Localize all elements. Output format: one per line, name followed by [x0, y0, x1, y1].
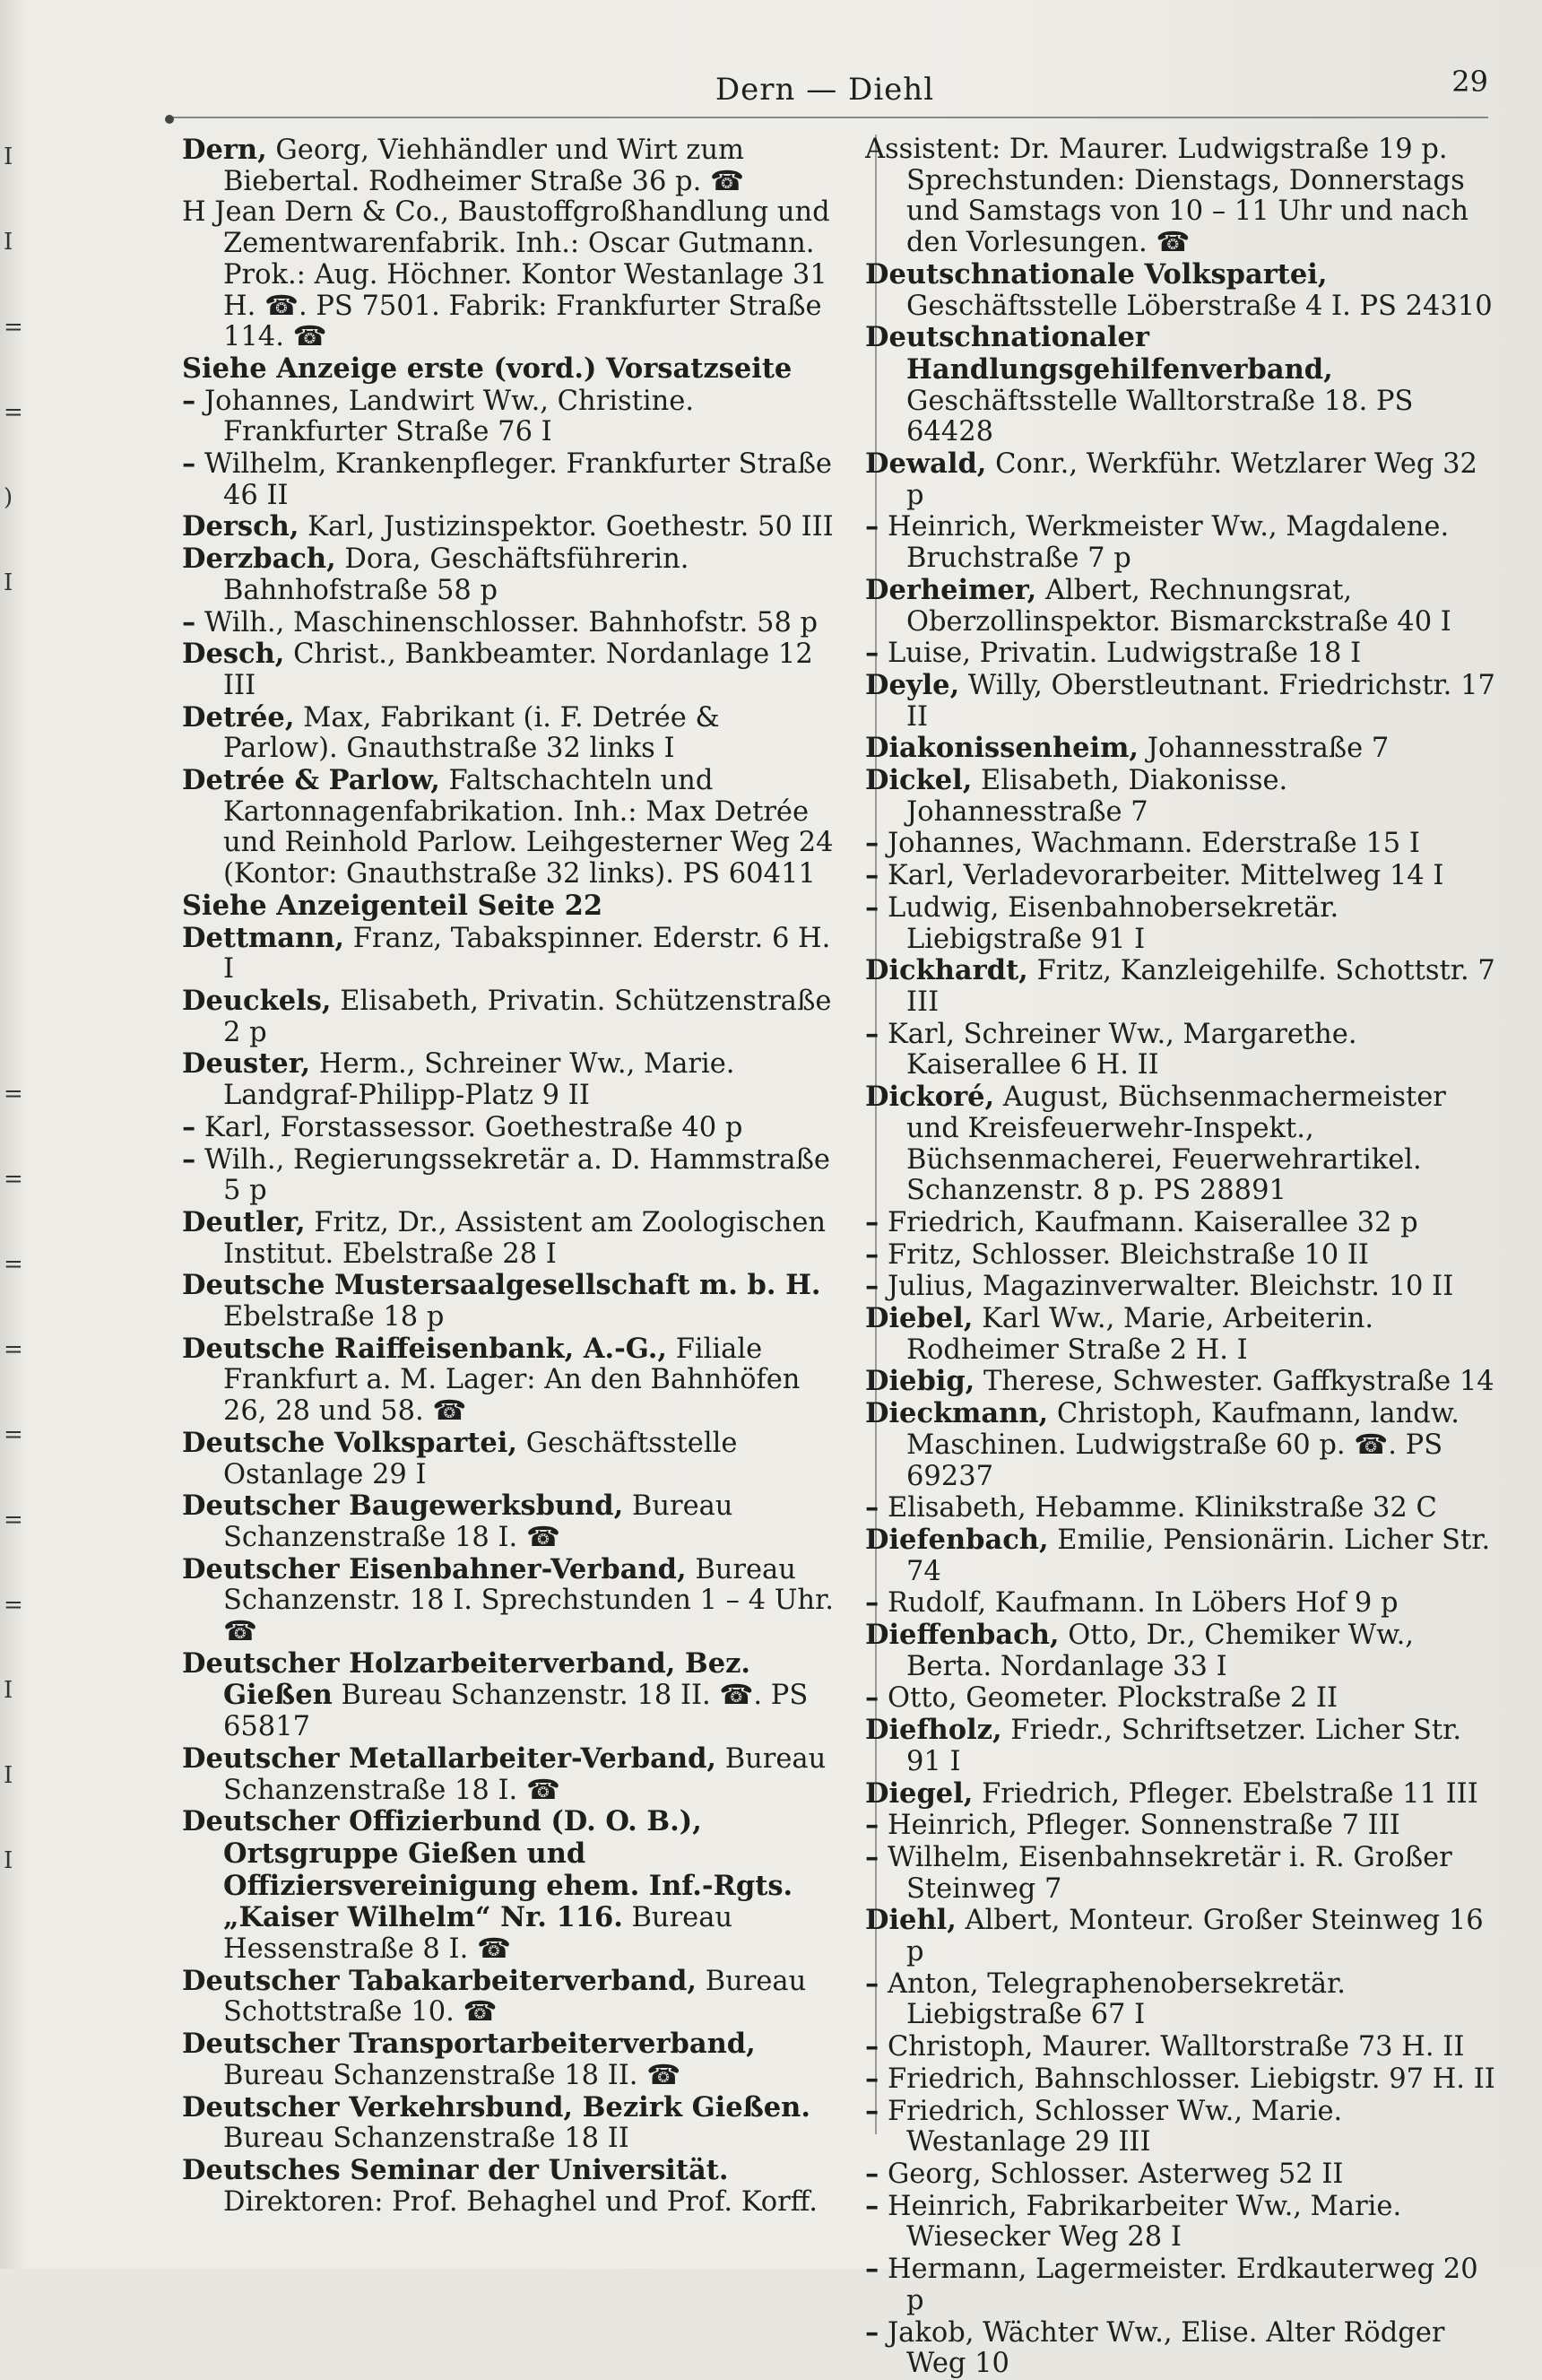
entry-details: Heinrich, Fabrikarbeiter Ww., Marie. Wiesecker Weg 28 I [879, 2190, 1402, 2254]
edge-mark: ) [4, 484, 13, 511]
entry-name: Deutscher Tabakarbeiterverband, [182, 1964, 697, 1997]
entry-name: – [182, 605, 196, 638]
entry-name: Derheimer, [865, 573, 1037, 606]
entry-details: Ebelstraße 18 p [223, 1301, 445, 1333]
entry-details: Friedrich, Schlosser Ww., Marie. Westanlage 29 III [879, 2095, 1343, 2159]
entry-name: – [865, 1809, 879, 1842]
directory-entry [182, 1966, 836, 2028]
entry-details: Wilhelm, Krankenpfleger. Frankfurter Straße 46 II [195, 448, 832, 511]
entry-details: Albert, Monteur. Großer Steinweg 16 p [906, 1905, 1484, 1968]
directory-entry [865, 2063, 1502, 2096]
entry-name: – [182, 1110, 196, 1143]
entry-details: Bureau Schanzenstraße 18 II. ☎ [223, 2059, 681, 2091]
entry-details: Johannes, Landwirt Ww., Christine. Frankfurter Straße 76 I [195, 385, 695, 448]
directory-entry [865, 1239, 1502, 1272]
entry-name: – [865, 2189, 879, 2222]
directory-entry [865, 1492, 1502, 1524]
directory-entry [865, 1715, 1502, 1777]
directory-entry [182, 1490, 836, 1553]
entry-details: Herm., Schreiner Ww., Marie. Landgraf-Philipp-Platz 9 II [223, 1048, 735, 1112]
entry-details: August, Büchsenmachermeister und Kreisfeuerwehr-Inspekt., Büchsenmacherei, Feuerwehrartikel. Schanzenstr. 8 p. PS 28891 [906, 1081, 1446, 1207]
directory-entry [865, 1968, 1502, 2031]
edge-mark: = [4, 1421, 23, 1448]
entry-details: Friedrich, Pfleger. Ebelstraße 11 III [973, 1777, 1478, 1810]
entry-name: – [865, 2062, 879, 2095]
edge-mark: = [4, 1251, 23, 1278]
entry-name: Diefenbach, [865, 1523, 1049, 1556]
entry-details: H Jean Dern & Co., Baustoffgroßhandlung und Zementwarenfabrik. Inh.: Oscar Gutmann. Prok.: Aug. Höchner. Kontor Westanlage 31 H. ☎. PS 7501. Fabrik: Frankfurter Straße 114. ☎ [182, 196, 830, 353]
directory-entry [182, 543, 836, 606]
directory-entry [865, 1398, 1502, 1492]
directory-entry [865, 638, 1502, 670]
entry-name: Dickhardt, [865, 954, 1028, 987]
entry-name: Diehl, [865, 1904, 957, 1937]
entry-name: Detrée & Parlow, [182, 764, 440, 797]
entry-name: Deutschnationale Volkspartei, [865, 257, 1328, 291]
entry-details: Karl Ww., Marie, Arbeiterin. Rodheimer Straße 2 H. I [906, 1303, 1374, 1366]
entry-details: Dora, Geschäftsführerin. Bahnhofstraße 58 p [223, 543, 689, 606]
edge-mark: I [4, 569, 13, 596]
entry-details: Albert, Rechnungsrat, Oberzollinspektor. Bismarckstraße 40 I [906, 574, 1451, 638]
entry-name: – [865, 1270, 879, 1303]
header-rule [170, 117, 1488, 118]
entry-details: Bureau Schanzenstr. 18 I. Sprechstunden 1 – 4 Uhr. ☎ [223, 1553, 834, 1648]
edge-mark: = [4, 1081, 23, 1107]
edge-mark [0, 995, 20, 1081]
directory-entry [182, 890, 836, 923]
directory-entry [182, 986, 836, 1048]
entry-details: Elisabeth, Diakonisse. Johannesstraße 7 [906, 765, 1288, 828]
entry-details: Bureau Schottstraße 10. ☎ [223, 1965, 807, 2028]
entry-name: Dickoré, [865, 1081, 995, 1114]
entry-details: Heinrich, Pfleger. Sonnenstraße 7 III [879, 1810, 1400, 1842]
entry-name: Deuckels, [182, 984, 332, 1017]
entry-name: – [865, 1681, 879, 1715]
entry-name: – [865, 1491, 879, 1524]
entry-details: Karl, Justizinspektor. Goethestr. 50 III [299, 511, 834, 543]
edge-mark [0, 910, 20, 995]
entry-name: – [865, 1017, 879, 1050]
entry-name: – [865, 510, 879, 543]
directory-entry [865, 511, 1502, 574]
entry-details: Bureau Schanzenstraße 18 II [223, 2123, 629, 2155]
entry-name: Deutsche Mustersaalgesellschaft m. b. H. [182, 1269, 821, 1302]
edge-mark: I [4, 229, 13, 256]
directory-entry [865, 1587, 1502, 1620]
entry-name: – [865, 859, 879, 892]
entry-name: – [865, 2253, 879, 2286]
entry-details: Friedrich, Kaufmann. Kaiserallee 32 p [879, 1206, 1418, 1238]
entry-name: – [865, 1205, 879, 1238]
entry-name: Diefholz, [865, 1714, 1002, 1747]
directory-entry [182, 607, 836, 639]
entry-name: Deuster, [182, 1047, 311, 1081]
bullet-mark [165, 115, 174, 124]
entry-name: Deyle, [865, 668, 960, 701]
entry-name: – [865, 2315, 879, 2349]
directory-entry [865, 575, 1502, 638]
directory-entry [865, 1905, 1502, 1967]
entry-name: Deutscher Verkehrsbund, Bezirk Gießen. [182, 2090, 810, 2124]
entry-name: Deutscher Metallarbeiter-Verband, [182, 1742, 717, 1775]
entry-details: Elisabeth, Privatin. Schützenstraße 2 p [223, 985, 832, 1048]
entry-details: Bureau Schanzenstraße 18 I. ☎ [223, 1490, 733, 1553]
directory-entry [865, 1207, 1502, 1239]
directory-entry [182, 1806, 836, 1966]
right-column [865, 135, 1502, 2380]
directory-entry [182, 638, 836, 701]
entry-name: Dickel, [865, 764, 973, 797]
entry-name: Derzbach, [182, 543, 336, 576]
entry-name: – [865, 890, 879, 924]
entry-name: – [865, 2030, 879, 2063]
entry-details: Rudolf, Kaufmann. In Löbers Hof 9 p [879, 1587, 1399, 1620]
entry-details: Wilhelm, Eisenbahnsekretär i. R. Großer Steinweg 7 [879, 1841, 1452, 1905]
entry-name: Siehe Anzeige erste (vord.) Vorsatzseite [182, 352, 793, 385]
entry-details: Franz, Tabakspinner. Ederstr. 6 H. I [223, 922, 831, 986]
edge-mark [0, 825, 20, 910]
directory-entry [182, 1428, 836, 1490]
directory-entry [865, 1842, 1502, 1905]
entry-name: – [865, 1238, 879, 1271]
entry-details: Georg, Viehhändler und Wirt zum Biebertal. Rodheimer Straße 36 p. ☎ [223, 135, 744, 197]
directory-entry [182, 702, 836, 765]
directory-entry [865, 448, 1502, 511]
entry-details: Geschäftsstelle Walltorstraße 18. PS 64428 [906, 385, 1414, 448]
directory-entry [865, 1682, 1502, 1715]
entry-name: Deutler, [182, 1205, 306, 1238]
entry-details: Direktoren: Prof. Behaghel und Prof. Korff. [223, 2185, 818, 2218]
entry-name: Siehe Anzeigenteil Seite 22 [182, 889, 603, 922]
entry-details: Therese, Schwester. Gaffkystraße 14 [975, 1366, 1494, 1398]
entry-name: Diebig, [865, 1365, 975, 1398]
page-title: Dern — Diehl [715, 72, 935, 108]
edge-mark: = [4, 399, 23, 426]
entry-details: Karl, Forstassessor. Goethestraße 40 p [195, 1111, 743, 1143]
entry-name: – [182, 384, 196, 417]
entry-name: Dern, [182, 134, 267, 166]
directory-entry [865, 1081, 1502, 1207]
edge-mark: = [4, 1507, 23, 1533]
directory-entry [182, 135, 836, 197]
directory-entry [865, 1019, 1502, 1081]
entry-details: Johannes, Wachmann. Ederstraße 15 I [879, 828, 1420, 860]
entry-name: – [865, 2158, 879, 2190]
entry-name: Deutsches Seminar der Universität. [182, 2154, 729, 2186]
entry-name: Desch, [182, 638, 285, 671]
edge-mark: = [4, 1592, 23, 1619]
directory-entry [182, 923, 836, 986]
entry-name: Deutscher Holzarbeiterverband, Bez. Gießen [182, 1646, 751, 1712]
left-edge-marks [0, 143, 23, 1933]
entry-details: Ludwig, Eisenbahnobersekretär. Liebigstraße 91 I [879, 891, 1339, 955]
directory-entry [865, 2191, 1502, 2254]
left-column [182, 135, 836, 2218]
directory-entry [182, 1333, 836, 1428]
entry-details: Assistent: Dr. Maurer. Ludwigstraße 19 p. Sprechstunden: Dienstags, Donnerstags und Samstags von 10 – 11 Uhr und nach den Vorlesungen. ☎ [865, 134, 1469, 259]
entry-details: Bureau Hessenstraße 8 I. ☎ [223, 1902, 733, 1966]
directory-entry [182, 2155, 836, 2218]
entry-details: Friedrich, Bahnschlosser. Liebigstr. 97 H. II [879, 2063, 1495, 2095]
entry-details: Elisabeth, Hebamme. Klinikstraße 32 C [879, 1492, 1437, 1524]
entry-details: Willy, Oberstleutnant. Friedrichstr. 17 II [906, 669, 1495, 733]
edge-mark [0, 740, 20, 825]
directory-entry [865, 1810, 1502, 1842]
entry-details: Luise, Privatin. Ludwigstraße 18 I [879, 638, 1362, 670]
entry-details: Karl, Schreiner Ww., Margarethe. Kaiserallee 6 H. II [879, 1018, 1357, 1081]
directory-entry [182, 765, 836, 890]
directory-entry [182, 1144, 836, 1207]
entry-details: Heinrich, Werkmeister Ww., Magdalene. Bruchstraße 7 p [879, 511, 1450, 575]
directory-entry [865, 2031, 1502, 2063]
directory-entry [865, 733, 1502, 765]
entry-details: Christoph, Maurer. Walltorstraße 73 H. II [879, 2031, 1465, 2063]
directory-entry [865, 1303, 1502, 1366]
directory-entry [865, 955, 1502, 1018]
edge-mark: I [4, 1847, 13, 1874]
directory-entry [182, 1207, 836, 1270]
directory-entry [865, 1366, 1502, 1398]
entry-name: Dewald, [865, 447, 987, 481]
entry-name: Dersch, [182, 510, 299, 543]
directory-entry [182, 386, 836, 448]
entry-name: Deutscher Eisenbahner-Verband, [182, 1552, 687, 1585]
directory-entry [865, 2317, 1502, 2380]
entry-name: Dettmann, [182, 921, 345, 954]
entry-details: Georg, Schlosser. Asterweg 52 II [879, 2159, 1344, 2190]
entry-name: – [865, 1586, 879, 1620]
directory-entry [865, 1778, 1502, 1811]
directory-entry [865, 135, 1502, 259]
entry-details: Karl, Verladevorarbeiter. Mittelweg 14 I [879, 860, 1444, 892]
entry-details: Wilh., Maschinenschlosser. Bahnhofstr. 58 p [195, 606, 819, 638]
entry-details: Friedr., Schriftsetzer. Licher Str. 91 I [906, 1715, 1462, 1777]
entry-details: Johannesstraße 7 [1139, 733, 1390, 765]
page-number: 29 [1451, 65, 1488, 99]
entry-name: Deutscher Offizierbund (D. O. B.), Ortsgruppe Gießen und Offiziersvereinigung ehem. Inf.-Rgts. „Kaiser Wilhelm“ Nr. 116. [182, 1805, 793, 1934]
entry-name: – [865, 1840, 879, 1873]
entry-details: Julius, Magazinverwalter. Bleichstr. 10 II [879, 1271, 1454, 1303]
directory-entry [865, 259, 1502, 322]
page-header [161, 65, 1488, 118]
directory-entry [865, 828, 1502, 860]
directory-entry [182, 2092, 836, 2155]
directory-entry [865, 2096, 1502, 2159]
entry-name: Dieckmann, [865, 1397, 1049, 1430]
directory-entry [865, 860, 1502, 892]
directory-entry [865, 765, 1502, 828]
directory-entry [182, 1554, 836, 1648]
entry-details: Wilh., Regierungssekretär a. D. Hammstraße 5 p [195, 1143, 830, 1207]
entry-name: Dieffenbach, [865, 1619, 1060, 1652]
edge-mark [0, 655, 20, 740]
directory-entry [182, 197, 836, 353]
directory-entry [182, 1743, 836, 1806]
edge-mark: = [4, 1336, 23, 1363]
directory-entry [182, 2028, 836, 2091]
directory-entry [865, 670, 1502, 733]
entry-name: Deutschnationaler Handlungsgehilfenverband, [865, 321, 1333, 386]
directory-entry [865, 2254, 1502, 2316]
entry-name: – [865, 1967, 879, 2000]
entry-details: Faltschachteln und Kartonnagenfabrikation. Inh.: Max Detrée und Reinhold Parlow. Leihgesterner Weg 24 (Kontor: Gnauthstraße 32 links). PS 60411 [223, 765, 834, 890]
directory-entry [182, 1112, 836, 1144]
entry-details: Filiale Frankfurt a. M. Lager: An den Bahnhöfen 26, 28 und 58. ☎ [223, 1333, 801, 1428]
directory-entry [865, 1524, 1502, 1587]
entry-name: – [865, 637, 879, 670]
edge-mark: I [4, 143, 13, 170]
entry-name: Diebel, [865, 1302, 974, 1335]
directory-entry [865, 1620, 1502, 1682]
entry-details: Anton, Telegraphenobersekretär. Liebigstraße 67 I [879, 1967, 1346, 2031]
entry-details: Geschäftsstelle Löberstraße 4 I. PS 24310 [906, 290, 1493, 322]
entry-name: – [865, 2094, 879, 2127]
entry-details: Fritz, Schlosser. Bleichstraße 10 II [879, 1238, 1369, 1271]
entry-details: Otto, Geometer. Plockstraße 2 II [879, 1682, 1338, 1715]
entry-details: Fritz, Kanzleigehilfe. Schottstr. 7 III [906, 955, 1495, 1018]
directory-entry [182, 1270, 836, 1333]
entry-name: Deutscher Transportarbeiterverband, [182, 2028, 756, 2061]
edge-mark: I [4, 1762, 13, 1789]
entry-details: Christoph, Kaufmann, landw. Maschinen. Ludwigstraße 60 p. ☎. PS 69237 [906, 1398, 1460, 1492]
entry-details: Conr., Werkführ. Wetzlarer Weg 32 p [906, 448, 1477, 511]
directory-entry [182, 511, 836, 543]
directory-entry [865, 1271, 1502, 1303]
entry-details: Jakob, Wächter Ww., Elise. Alter Rödger Weg 10 [879, 2316, 1445, 2380]
entry-name: Detrée, [182, 700, 295, 734]
entry-name: – [865, 827, 879, 860]
entry-details: Geschäftsstelle Ostanlage 29 I [223, 1427, 738, 1490]
directory-entry [865, 892, 1502, 955]
directory-entry [865, 322, 1502, 448]
edge-mark: = [4, 314, 23, 341]
edge-mark: = [4, 1166, 23, 1193]
directory-entry [182, 1648, 836, 1743]
entry-name: Deutsche Raiffeisenbank, A.-G., [182, 1332, 668, 1365]
entry-details: Max, Fabrikant (i. F. Detrée & Parlow). Gnauthstraße 32 links I [223, 701, 720, 765]
entry-name: Diakonissenheim, [865, 732, 1139, 765]
entry-details: Bureau Schanzenstr. 18 II. ☎. PS 65817 [223, 1680, 809, 1743]
entry-name: Deutsche Volkspartei, [182, 1426, 518, 1459]
directory-entry [182, 1048, 836, 1111]
entry-details: Christ., Bankbeamter. Nordanlage 12 III [223, 638, 813, 701]
entry-details: Emilie, Pensionärin. Licher Str. 74 [906, 1524, 1491, 1587]
entry-name: – [182, 1142, 196, 1176]
entry-name: – [182, 447, 196, 481]
edge-mark: I [4, 1677, 13, 1704]
entry-details: Fritz, Dr., Assistent am Zoologischen Institut. Ebelstraße 28 I [223, 1206, 827, 1270]
entry-details: Otto, Dr., Chemiker Ww., Berta. Nordanlage 33 I [906, 1620, 1414, 1682]
directory-entry [865, 2159, 1502, 2191]
entry-details: Bureau Schanzenstraße 18 I. ☎ [223, 1742, 827, 1806]
entry-details: Hermann, Lagermeister. Erdkauterweg 20 p [879, 2254, 1478, 2316]
entry-name: Diegel, [865, 1776, 974, 1810]
directory-entry [182, 448, 836, 511]
entry-name: Deutscher Baugewerksbund, [182, 1490, 624, 1523]
directory-entry [182, 353, 836, 386]
